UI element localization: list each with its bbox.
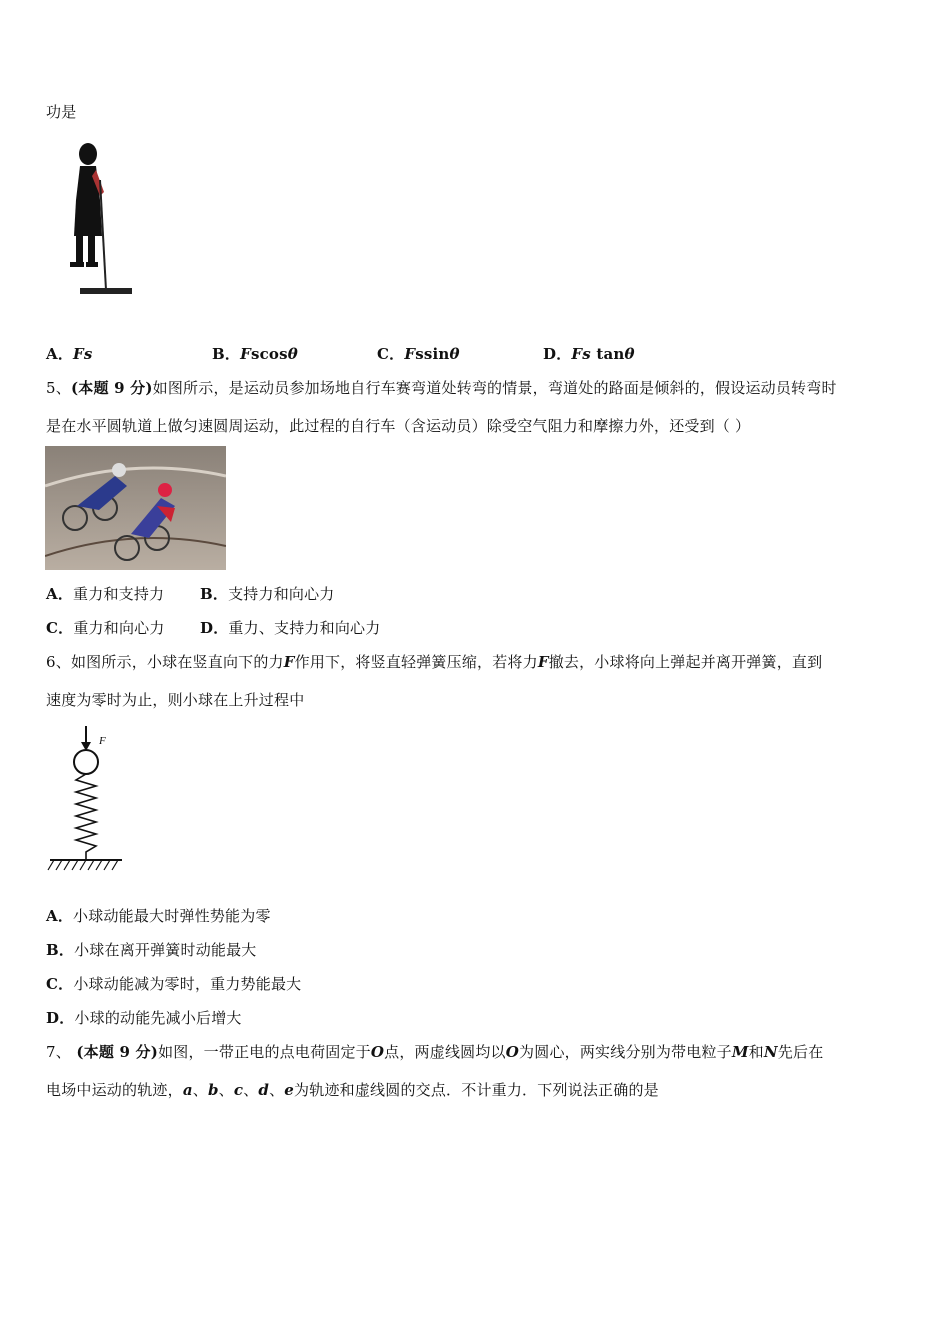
q5-stem-line1: 5、(本题 9 分)如图所示，是运动员参加场地自行车赛弯道处转弯的情景，弯道处的路面是倾斜的，假设运动员转弯时	[46, 379, 837, 397]
q6-option-d[interactable]: D．小球的动能先减小后增大	[46, 1009, 242, 1027]
q5-stem-line2: 是在水平圆轨道上做匀速圆周运动，此过程的自行车（含运动员）除受空气阻力和摩擦力外，还受到（ ）	[46, 417, 751, 435]
q4-stem-tail: 功是	[46, 103, 77, 121]
q4-option-c[interactable]: C．Fssinθ	[377, 345, 460, 363]
q5-option-c[interactable]: C．重力和向心力	[46, 619, 165, 637]
q5-option-a[interactable]: A．重力和支持力	[46, 585, 165, 603]
spring-ball-figure	[46, 724, 126, 874]
q5-option-d[interactable]: D．重力、支持力和向心力	[200, 619, 381, 637]
q4-option-b[interactable]: B．Fscosθ	[212, 345, 298, 363]
q6-option-a[interactable]: A．小球动能最大时弹性势能为零	[46, 907, 271, 925]
q7-stem-line1: 7、 (本题 9 分)如图，一带正电的点电荷固定于O点，两虚线圆均以O为圆心，两实线分别为带电粒子M和N先后在	[46, 1043, 824, 1061]
q5-option-b[interactable]: B．支持力和向心力	[200, 585, 335, 603]
q6-stem-line2: 速度为零时为止，则小球在上升过程中	[46, 691, 305, 709]
q6-option-b[interactable]: B．小球在离开弹簧时动能最大	[46, 941, 257, 959]
q4-option-a[interactable]: A．Fs	[46, 345, 93, 363]
cyclists-photo	[45, 446, 226, 570]
q7-stem-line2: 电场中运动的轨迹，a、b、c、d、e为轨迹和虚线圆的交点．不计重力．下列说法正确的是	[46, 1081, 659, 1099]
mop-person-figure	[62, 140, 138, 302]
force-label: F	[99, 735, 106, 747]
q6-option-c[interactable]: C．小球动能减为零时，重力势能最大	[46, 975, 302, 993]
q6-stem-line1: 6、如图所示，小球在竖直向下的力F作用下，将竖直轻弹簧压缩，若将力F撤去，小球将向上弹起并离开弹簧，直到	[46, 653, 823, 671]
q4-option-d[interactable]: D．Fs tanθ	[543, 345, 635, 363]
